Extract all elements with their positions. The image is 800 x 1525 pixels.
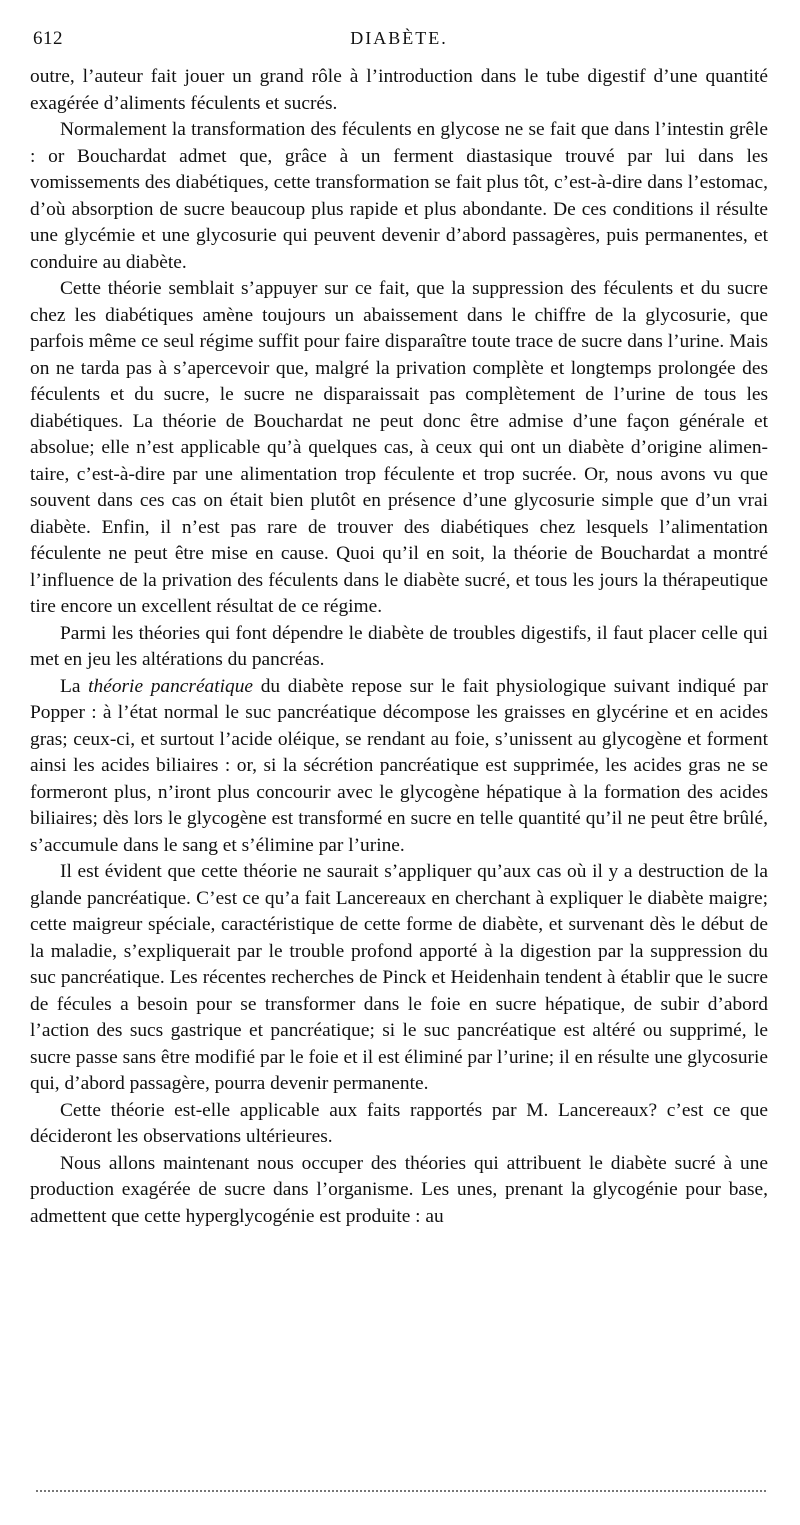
page-number: 612 (33, 28, 63, 49)
emphasized-term: théorie pancréatique (88, 675, 254, 697)
page-header (30, 28, 768, 58)
paragraph: Cette théorie est-elle applicable aux faits rapportés par M. Lancereaux? c’est ce que décideront les observations ultérieures. (30, 1099, 768, 1147)
document-page (30, 28, 768, 1230)
paragraph-lead: La (60, 675, 89, 697)
paragraph: Il est évident que cette théorie ne saurait s’appliquer qu’aux cas où il y a destruction de la glande pancréatique. C’est ce qu’a fait Lancereaux en cherchant à expliquer le diabète maigre; cette maigreur spéciale, caractéristique de cette forme de diabète, et survenant dès le début de la maladie, s’expliquerait par le trouble profond apporté à la digestion par la suppression du suc pancréatique. Les récentes recherches de Pinck et Heidenhain tendent à établir que le sucre de fécules a besoin pour se transformer dans le foie en sucre hépatique, de subir d’abord l’action des sucs gastrique et pancréatique; si le suc pancréatique est altéré ou supprimé, le sucre passe sans être modifié par le foie et il est éliminé par l’urine; il en résulte une glycosurie qui, d’abord passagère, pourra devenir permanente. (30, 861, 768, 1094)
paragraph: outre, l’auteur fait jouer un grand rôle à l’introduction dans le tube digestif d’une quantité exagérée d’aliments féculents et sucrés. (30, 66, 768, 114)
paragraph-text: du diabète repose sur le fait physiologique suivant indiqué par Popper : à l’état normal le suc pancréatique décompose les graisses en glycérine et en acides gras; ceux-ci, et surtout l’acide oléique, se rendant au foie, s’unissent au glycogène et forment ainsi les acides biliaires : or, si la sécrétion pancréatique est supprimée, les acides gras ne se formeront plus, n’iront plus concourir avec le glycogène hépatique à la formation des acides biliaires; dès lors le glycogène est transformé en sucre en telle quantité qu’il ne peut être brûlé, s’accumule dans le sang et s’élimine par l’urine. (30, 675, 768, 856)
paragraph (30, 674, 768, 860)
paragraph: Normalement la transformation des féculents en glycose ne se fait que dans l’intestin grêle : or Bouchardat admet que, grâce à un ferment diastasique trouvé par lui dans les vomissements des diabétiques, cette transformation se fait plus tôt, c’est-à-dire dans l’estomac, d’où absorption de sucre beaucoup plus rapide et plus abondante. De ces conditions il résulte une glycémie et une glycosurie qui peuvent devenir d’abord passagères, puis permanentes, et conduire au diabète. (30, 119, 768, 273)
body-text (30, 64, 768, 1230)
paragraph: Nous allons maintenant nous occuper des théories qui attribuent le diabète sucré à une production exagérée de sucre dans l’organisme. Les unes, prenant la glycogénie pour base, admettent que cette hyperglycogénie est produite : au (30, 1152, 768, 1227)
footer-rule (36, 1490, 766, 1492)
paragraph: Parmi les théories qui font dépendre le diabète de troubles digestifs, il faut placer celle qui met en jeu les altérations du pancréas. (30, 622, 768, 670)
paragraph: Cette théorie semblait s’appuyer sur ce fait, que la suppression des féculents et du sucre chez les diabétiques amène toujours un abaissement dans le chiffre de la glycosurie, que parfois même ce seul régime suffit pour faire disparaître toute trace de sucre dans l’urine. Mais on ne tarda pas à s’apercevoir que, malgré la privation complète et longtemps prolongée des féculents et du sucre, le sucre ne disparaissait pas complètement de l’urine de tous les diabétiques. La théorie de Bouchardat ne peut donc être admise d’une façon générale et absolue; elle n’est applicable qu’à quelques cas, à ceux qui ont un diabète d’origine alimentaire, c’est-à-dire par une alimentation trop féculente et trop sucrée. Or, nous avons vu que souvent dans ces cas on était bien plutôt en présence d’une glycosurie simple que d’un vrai diabète. Enfin, il n’est pas rare de trouver des diabétiques chez lesquels l’alimentation féculente ne peut être mise en cause. Quoi qu’il en soit, la théorie de Bouchardat a montré l’influence de la privation des féculents dans le diabète sucré, et tous les jours la thérapeutique tire encore un excellent résultat de ce régime. (30, 278, 768, 617)
running-title: DIABÈTE. (350, 28, 448, 48)
